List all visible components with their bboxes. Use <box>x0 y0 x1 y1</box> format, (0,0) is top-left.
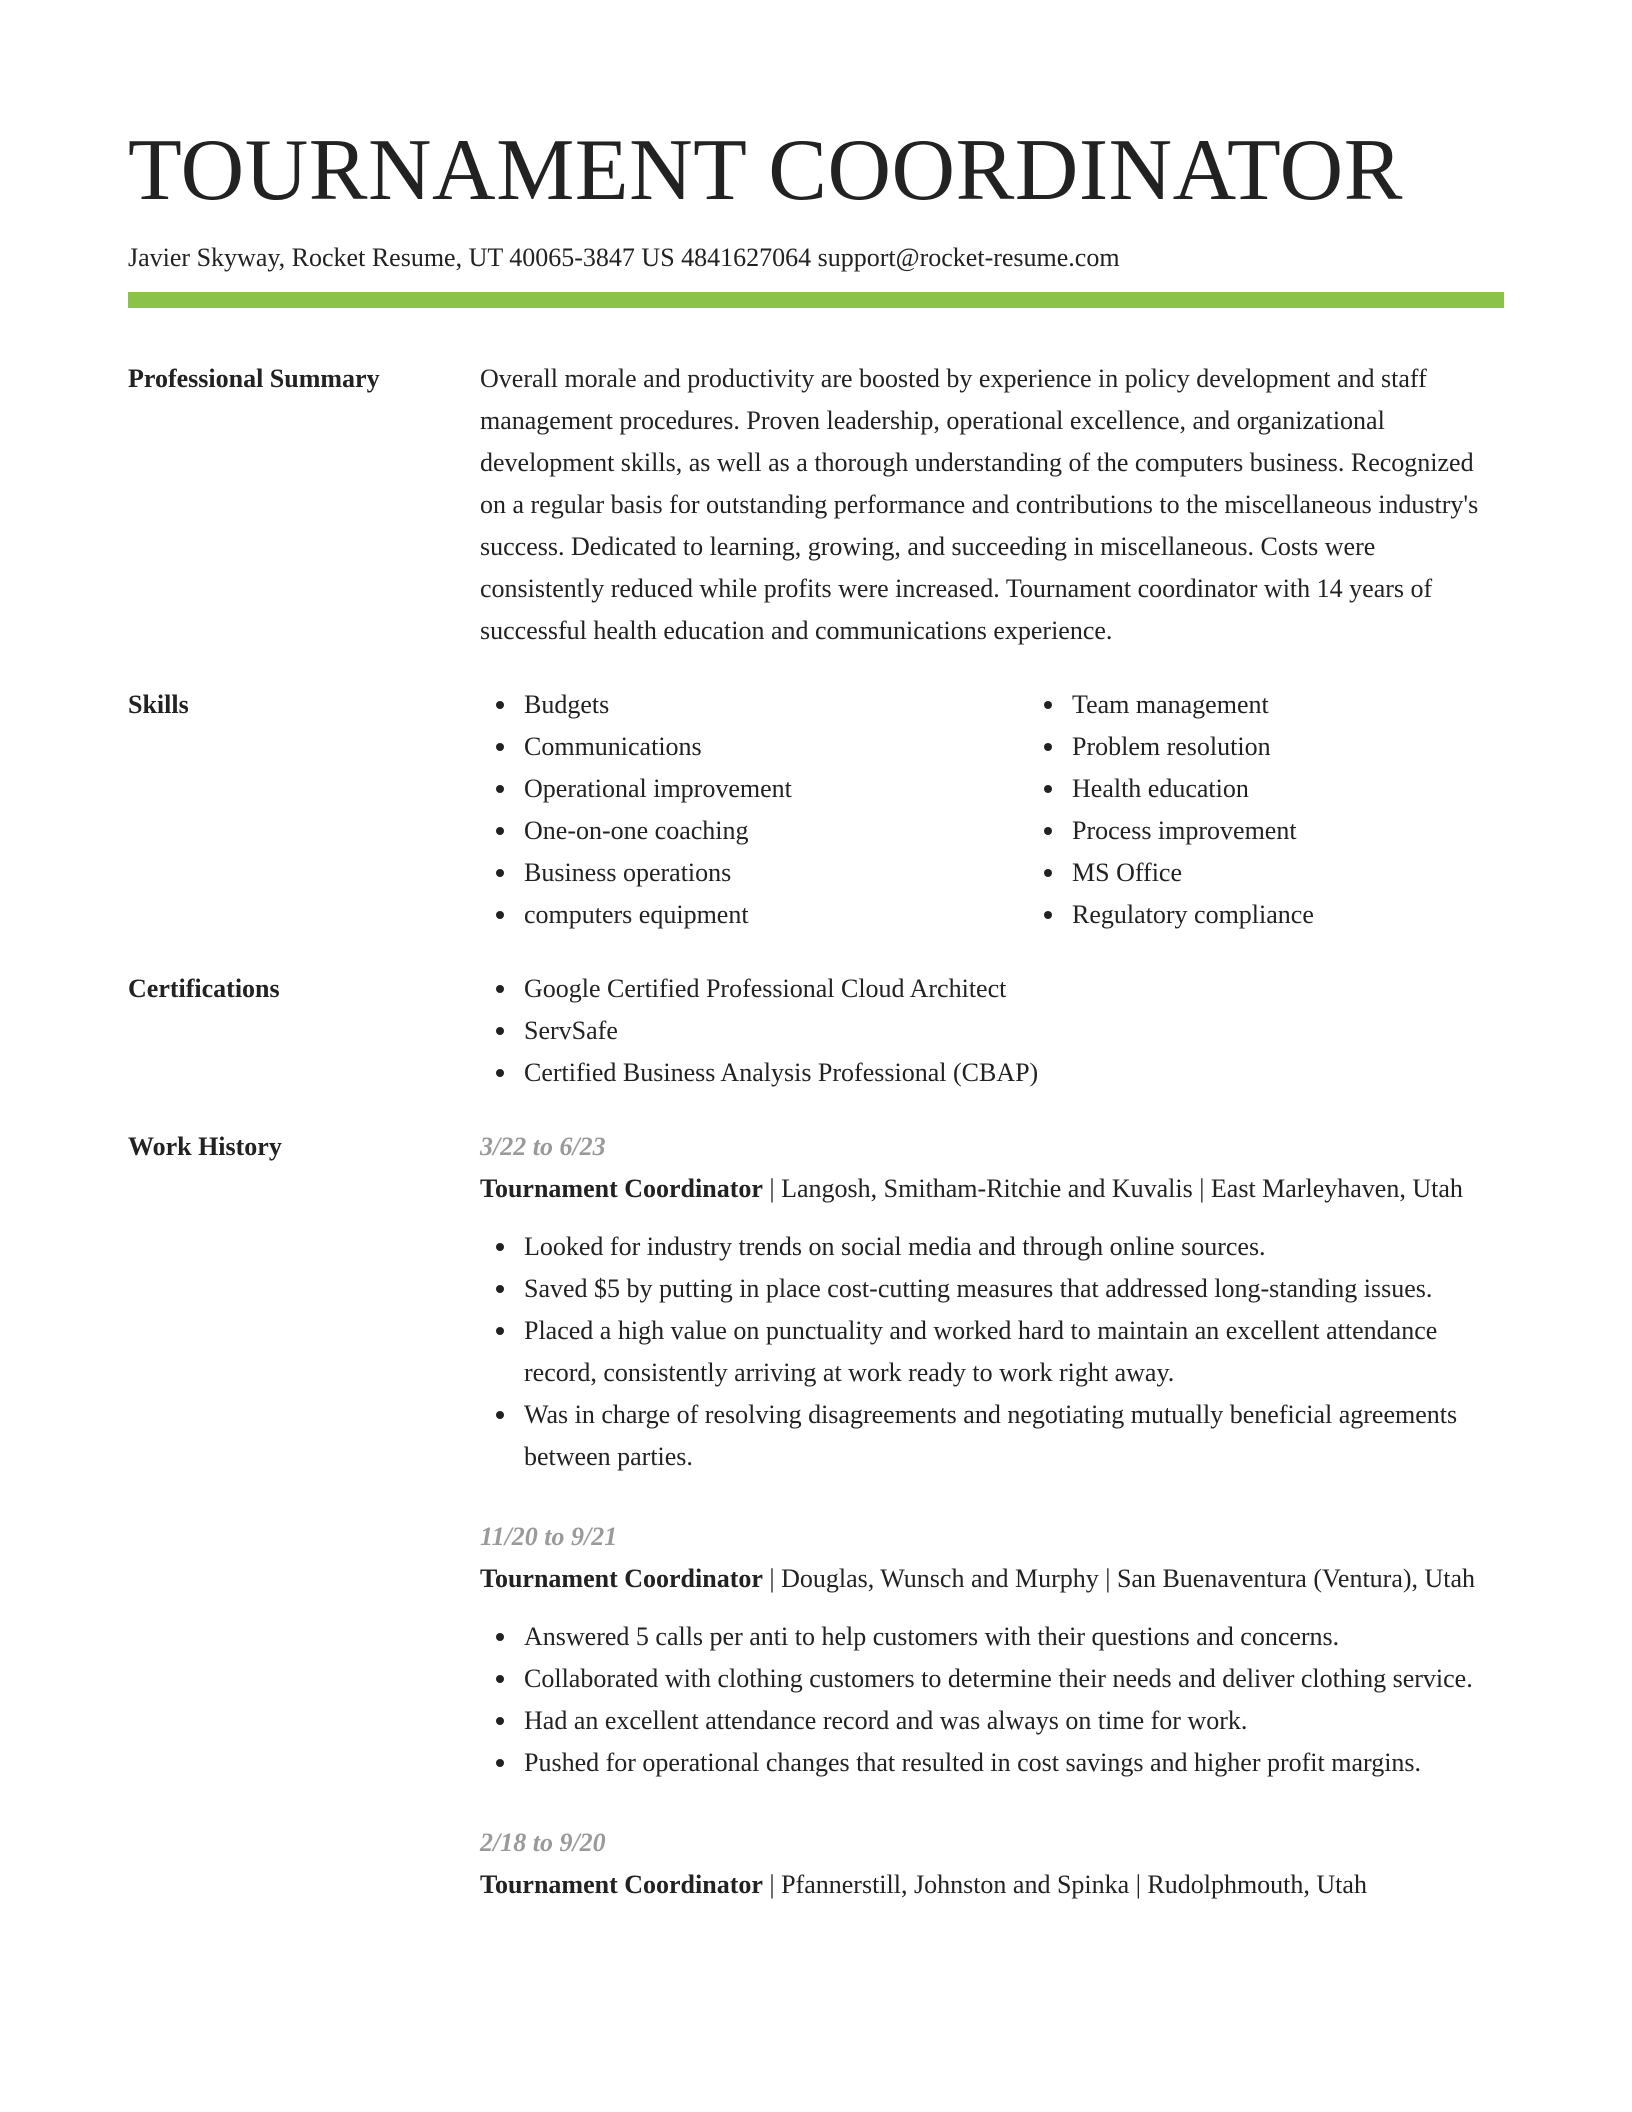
skill-item: Business operations <box>524 852 1028 894</box>
skill-item: Budgets <box>524 684 1028 726</box>
certifications-section <box>128 968 1504 1094</box>
job-dates: 2/18 to 9/20 <box>480 1828 606 1857</box>
job-dates: 11/20 to 9/21 <box>480 1522 618 1551</box>
certification-item: Certified Business Analysis Professional (CBAP) <box>524 1052 1504 1094</box>
skill-item: computers equipment <box>524 894 1028 936</box>
certifications-body <box>480 968 1504 1094</box>
job-bullet: Collaborated with clothing customers to determine their needs and deliver clothing service. <box>524 1658 1504 1700</box>
work-history-section <box>128 1126 1504 1944</box>
skills-list-right <box>1028 684 1576 936</box>
summary-text: Overall morale and productivity are boosted by experience in policy development and staff management procedures. Proven leadership, operational excellence, and organizational development skills, as well as a thorough understanding of the computers business. Recognized on a regular basis for outstanding performance and contributions to the miscellaneous industry's success. Dedicated to learning, growing, and succeeding in miscellaneous. Costs were consistently reduced while profits were increased. Tournament coordinator with 14 years of successful health education and communications experience. <box>480 364 1479 645</box>
job-dates: 3/22 to 6/23 <box>480 1132 606 1161</box>
job-title: Tournament Coordinator <box>480 1174 763 1203</box>
certification-item: ServSafe <box>524 1010 1504 1052</box>
job-title: Tournament Coordinator <box>480 1564 763 1593</box>
professional-summary-section <box>128 358 1504 652</box>
section-title-certifications: Certifications <box>128 974 280 1003</box>
job-bullets <box>480 1616 1504 1784</box>
job-header <box>480 1558 1504 1600</box>
section-title-summary: Professional Summary <box>128 364 380 393</box>
job-entry <box>480 1516 1504 1784</box>
skills-grid <box>480 684 1576 936</box>
skill-item: Team management <box>1072 684 1576 726</box>
skill-item: Communications <box>524 726 1028 768</box>
header-divider <box>128 292 1504 308</box>
resume-page <box>128 0 1504 1944</box>
job-entry <box>480 1822 1504 1906</box>
skill-item: MS Office <box>1072 852 1576 894</box>
job-bullets <box>480 1226 1504 1478</box>
skill-item: Health education <box>1072 768 1576 810</box>
skills-section <box>128 684 1504 936</box>
section-title-work-history: Work History <box>128 1132 282 1161</box>
job-details: | Pfannerstill, Johnston and Spinka | Rudolphmouth, Utah <box>762 1870 1367 1899</box>
section-title-skills: Skills <box>128 690 189 719</box>
job-bullet: Placed a high value on punctuality and worked hard to maintain an excellent attendance record, consistently arriving at work ready to work right away. <box>524 1310 1504 1394</box>
summary-body <box>480 358 1504 652</box>
job-bullet: Looked for industry trends on social media and through online sources. <box>524 1226 1504 1268</box>
job-bullet: Saved $5 by putting in place cost-cutting measures that addressed long-standing issues. <box>524 1268 1504 1310</box>
skill-item: One-on-one coaching <box>524 810 1028 852</box>
job-title: Tournament Coordinator <box>480 1870 763 1899</box>
certification-item: Google Certified Professional Cloud Architect <box>524 968 1504 1010</box>
resume-title: TOURNAMENT COORDINATOR <box>128 122 1403 219</box>
job-bullet: Answered 5 calls per anti to help customers with their questions and concerns. <box>524 1616 1504 1658</box>
skills-list-left <box>480 684 1028 936</box>
work-history-body <box>480 1126 1504 1944</box>
skill-item: Regulatory compliance <box>1072 894 1576 936</box>
job-bullet: Was in charge of resolving disagreements and negotiating mutually beneficial agreements between parties. <box>524 1394 1504 1478</box>
contact-line: Javier Skyway, Rocket Resume, UT 40065-3847 US 4841627064 support@rocket-resume.com <box>128 243 1120 272</box>
job-bullet: Pushed for operational changes that resulted in cost savings and higher profit margins. <box>524 1742 1504 1784</box>
certifications-list <box>480 968 1504 1094</box>
job-details: | Langosh, Smitham-Ritchie and Kuvalis | East Marleyhaven, Utah <box>762 1174 1463 1203</box>
job-details: | Douglas, Wunsch and Murphy | San Buenaventura (Ventura), Utah <box>762 1564 1476 1593</box>
skill-item: Operational improvement <box>524 768 1028 810</box>
job-header <box>480 1168 1504 1210</box>
job-bullet: Had an excellent attendance record and was always on time for work. <box>524 1700 1504 1742</box>
job-entry <box>480 1126 1504 1478</box>
skill-item: Process improvement <box>1072 810 1576 852</box>
skill-item: Problem resolution <box>1072 726 1576 768</box>
job-header <box>480 1864 1504 1906</box>
